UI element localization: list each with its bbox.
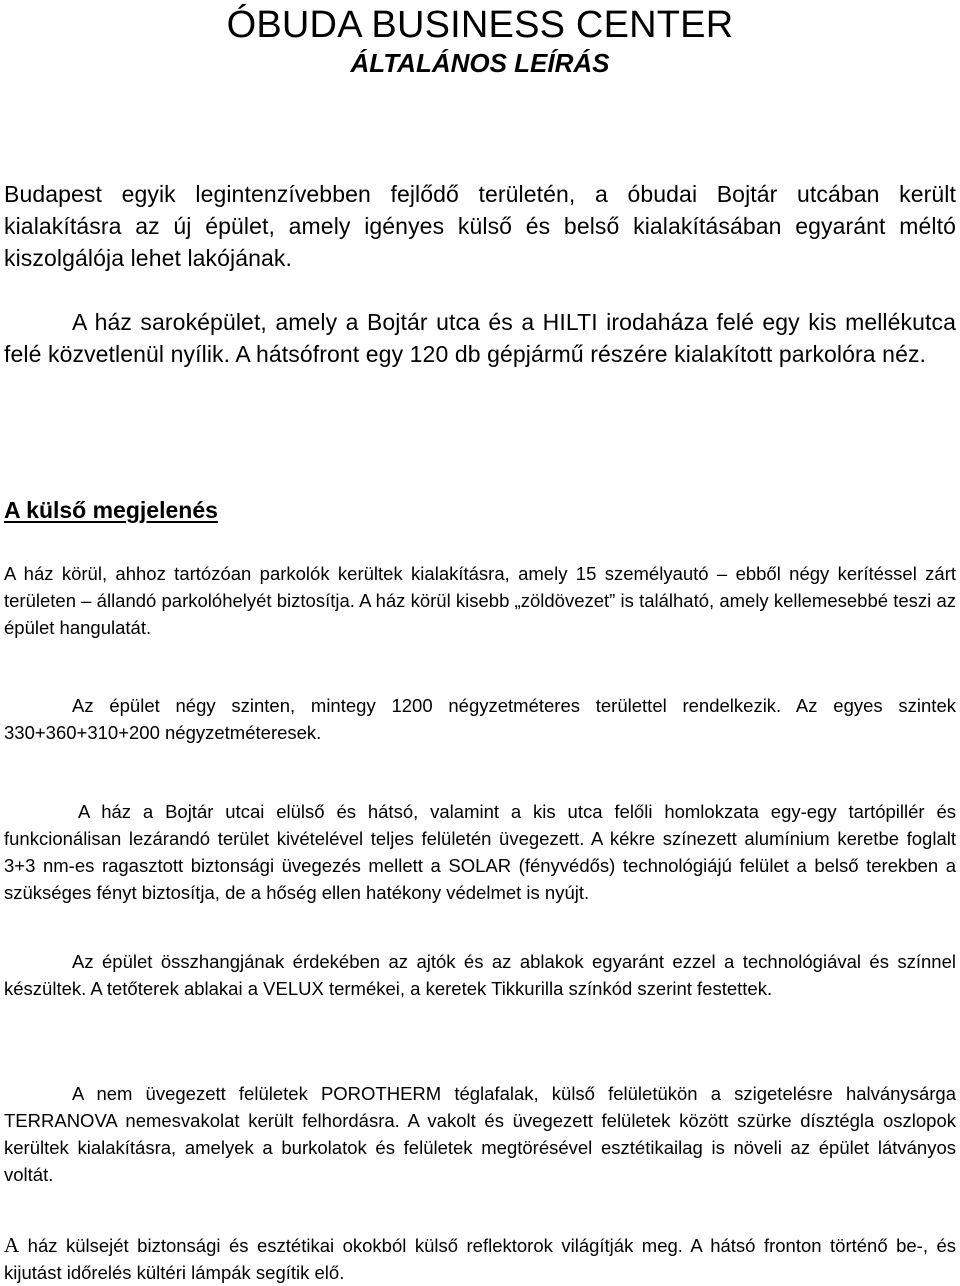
document-subtitle: ÁLTALÁNOS LEÍRÁS xyxy=(350,48,610,78)
section-paragraph-6-text: ház külsejét biztonsági és esztétikai okokból külső reflektorok világítják meg. A hátsó fronton történő be-, és kijutást időrelés kültéri lámpák segítik elő. xyxy=(4,1235,956,1283)
section-paragraph-1: A ház körül, ahhoz tartózóan parkolók kerültek kialakításra, amely 15 személyautó – ebből négy kerítéssel zárt területen – állandó parkolóhelyét biztosítja. A ház körül kisebb „zöldövezet” is található, amely kellemesebbé teszi az épület hangulatát. xyxy=(4,563,956,638)
section-paragraph-3: A ház a Bojtár utcai elülső és hátsó, valamint a kis utca felőli homlokzata egy-egy tartópillér és funkcionálisan lezárandó terület kivételével teljes felületén üvegezett. A kékre színezett alumínium keretbe foglalt 3+3 nm-es ragasztott biztonsági üvegezés mellett a SOLAR (fényvédős) technológiájú felület a belső terekben a szükséges fényt biztosítja, de a hőség ellen hatékony védelmet is nyújt. xyxy=(4,801,956,903)
section-paragraph-5: A nem üvegezett felületek POROTHERM téglafalak, külső felületükön a szigetelésre halványsárga TERRANOVA nemesvakolat került felhordásra. A vakolt és üvegezett felületek között szürke dísztégla oszlopok kerültek kialakításra, amelyek a burkolatok és felületek megtörésével esztétikailag is növeli az épület látványos voltát. xyxy=(4,1083,956,1185)
section-paragraph-6 xyxy=(4,1232,956,1286)
section-paragraph-2: Az épület négy szinten, mintegy 1200 négyzetméteres területtel rendelkezik. Az egyes szintek 330+360+310+200 négyzetméteresek. xyxy=(4,695,956,743)
intro-paragraph-1: Budapest egyik legintenzívebben fejlődő területén, a óbudai Bojtár utcában került kialakításra az új épület, amely igényes külső és belső kialakításában egyaránt méltó kiszolgálója lehet lakójának. xyxy=(4,181,956,271)
document-title: ÓBUDA BUSINESS CENTER xyxy=(226,4,734,46)
drop-initial: A xyxy=(4,1233,20,1257)
section-heading: A külső megjelenés xyxy=(4,497,218,523)
intro-paragraph-2: A ház saroképület, amely a Bojtár utca és a HILTI irodaháza felé egy kis mellékutca felé közvetlenül nyílik. A hátsófront egy 120 db gépjármű részére kialakított parkolóra néz. xyxy=(4,309,956,367)
section-paragraph-4: Az épület összhangjának érdekében az ajtók és az ablakok egyaránt ezzel a technológiával és színnel készültek. A tetőterek ablakai a VELUX termékei, a keretek Tikkurilla színkód szerint festettek. xyxy=(4,951,956,999)
